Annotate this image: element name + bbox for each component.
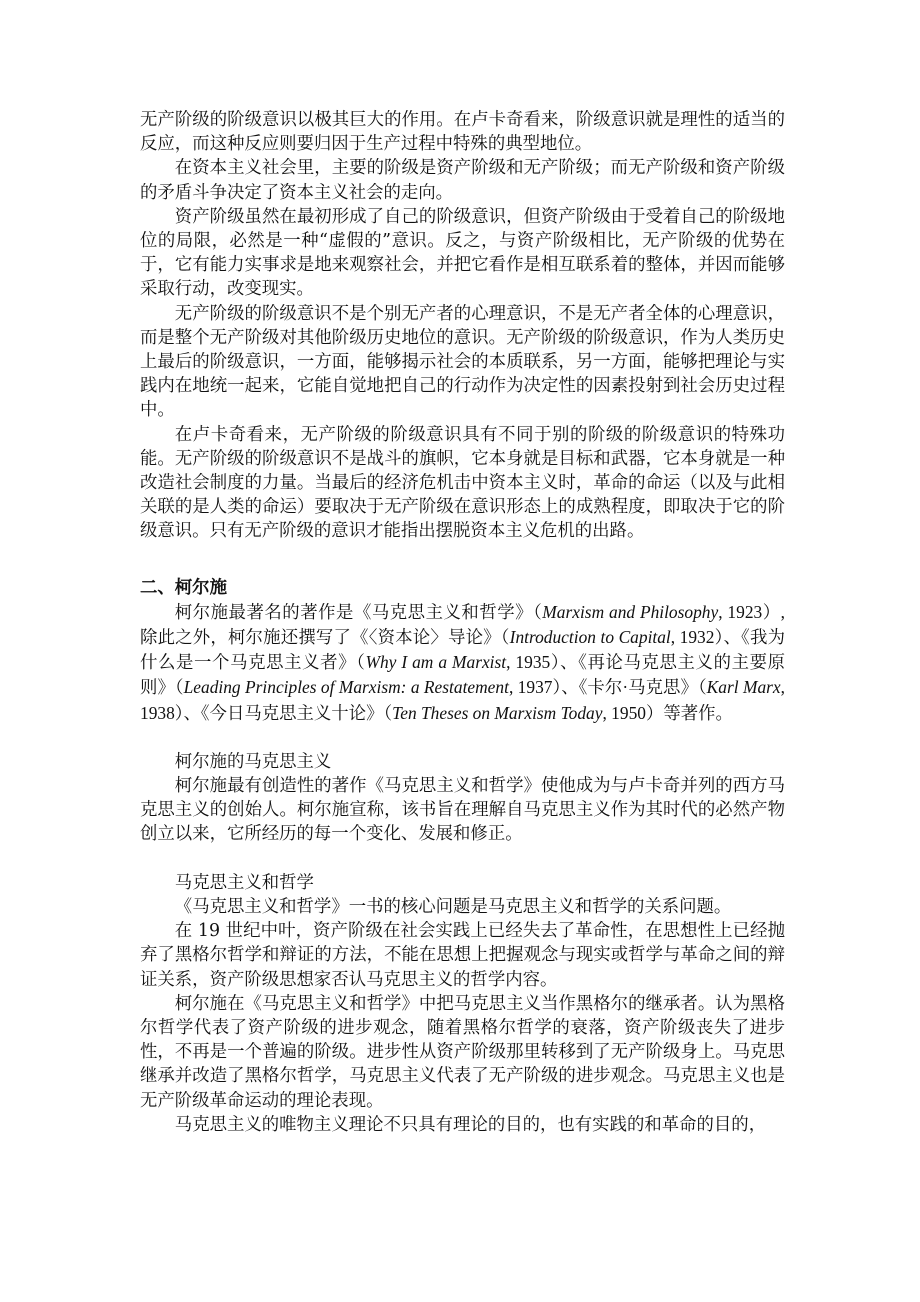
- body-paragraph: 在 19 世纪中叶，资产阶级在社会实践上已经失去了革命性，在思想性上已经抛弃了黑格尔哲学和辩证的方法，不能在思想上把握观念与现实或哲学与革命之间的辩证关系，资产阶级思想家否认马克思主义的哲学内容。: [140, 921, 785, 990]
- body-paragraph: 柯尔施在《马克思主义和哲学》中把马克思主义当作黑格尔的继承者。认为黑格尔哲学代表了资产阶级的进步观念，随着黑格尔哲学的衰落，资产阶级丧失了进步性，不再是一个普遍的阶级。进步性从资产阶级那里转移到了无产阶级身上。马克思继承并改造了黑格尔哲学，马克思主义代表了无产阶级的进步观念。马克思主义也是无产阶级革命运动的理论表现。: [140, 993, 785, 1111]
- body-paragraph: 马克思主义的唯物主义理论不只具有理论的目的，也有实践的和革命的目的，: [174, 1114, 767, 1135]
- works-text: , 1923）,除此之外，柯尔施还撰写了《〈资本论〉导论》（: [140, 601, 785, 648]
- works-text: 柯尔施最著名的著作是《马克思主义和哲学》（: [174, 602, 543, 623]
- body-paragraph: 无产阶级的阶级意识不是个别无产者的心理意识，不是无产者全体的心理意识，而是整个无产阶级对其他阶级历史地位的意识。无产阶级的阶级意识，作为人类历史上最后的阶级意识，一方面，能够揭示社会的本质联系，另一方面，能够把理论与实践内在地统一起来，它能自觉地把自己的行动作为决定性的因素投射到社会历史过程中。: [140, 303, 785, 421]
- body-paragraph: 在资本主义社会里，主要的阶级是资产阶级和无产阶级；而无产阶级和资产阶级的矛盾斗争决定了资本主义社会的走向。: [140, 158, 785, 203]
- work-title-en: Marxism and Philosophy: [542, 601, 719, 622]
- section-heading: 二、柯尔施: [140, 577, 227, 598]
- document-page: [140, 108, 785, 1137]
- work-title-en: Karl Marx: [706, 677, 781, 698]
- works-paragraph: [140, 600, 785, 726]
- body-paragraph: 无产阶级的阶级意识以极其巨大的作用。在卢卡奇看来，阶级意识就是理性的适当的反应，而这种反应则要归因于生产过程中特殊的典型地位。: [140, 110, 785, 155]
- work-title-en: Why I am a Marxist: [365, 652, 507, 673]
- subsection-title: 马克思主义和哲学: [174, 872, 314, 893]
- works-text: , 1932）、《我为什么是一个马克思主义者》（: [140, 627, 786, 673]
- spacer: [140, 847, 785, 871]
- works-text: , 1935）、《再论马克思主义的主要原则》（: [140, 652, 785, 698]
- work-title-en: Leading Principles of Marxism: a Restatement: [183, 677, 509, 698]
- spacer: [140, 544, 785, 564]
- body-paragraph: 在卢卡奇看来，无产阶级的阶级意识具有不同于别的阶级的阶级意识的特殊功能。无产阶级的阶级意识不是战斗的旗帜，它本身就是目标和武器，它本身就是一种改造社会制度的力量。当最后的经济危机击中资本主义时，革命的命运（以及与此相关联的是人类的命运）要取决于无产阶级在意识形态上的成熟程度，即取决于它的阶级意识。只有无产阶级的意识才能指出摆脱资本主义危机的出路。: [140, 424, 785, 542]
- body-paragraph: 柯尔施最有创造性的著作《马克思主义和哲学》使他成为与卢卡奇并列的西方马克思主义的创始人。柯尔施宣称，该书旨在理解自马克思主义作为其时代的必然产物创立以来，它所经历的每一个变化、发展和修正。: [140, 776, 785, 845]
- works-text: , 1950）等著作。: [602, 702, 733, 723]
- works-text: , 1938）、《今日马克思主义十论》（: [140, 677, 785, 723]
- spacer: [140, 726, 785, 750]
- body-paragraph: 资产阶级虽然在最初形成了自己的阶级意识，但资产阶级由于受着自己的阶级地位的局限，必然是一种“虚假的”意识。反之，与资产阶级相比，无产阶级的优势在于，它有能力实事求是地来观察社会，并把它看作是相互联系着的整体，并因而能够采取行动，改变现实。: [140, 206, 785, 300]
- body-paragraph: 《马克思主义和哲学》一书的核心问题是马克思主义和哲学的关系问题。: [174, 896, 732, 917]
- works-text: , 1937）、《卡尔·马克思》（: [508, 677, 707, 698]
- work-title-en: Introduction to Capital: [509, 627, 671, 648]
- work-title-en: Ten Theses on Marxism Today: [392, 702, 603, 723]
- subsection-title: 柯尔施的马克思主义: [174, 751, 332, 772]
